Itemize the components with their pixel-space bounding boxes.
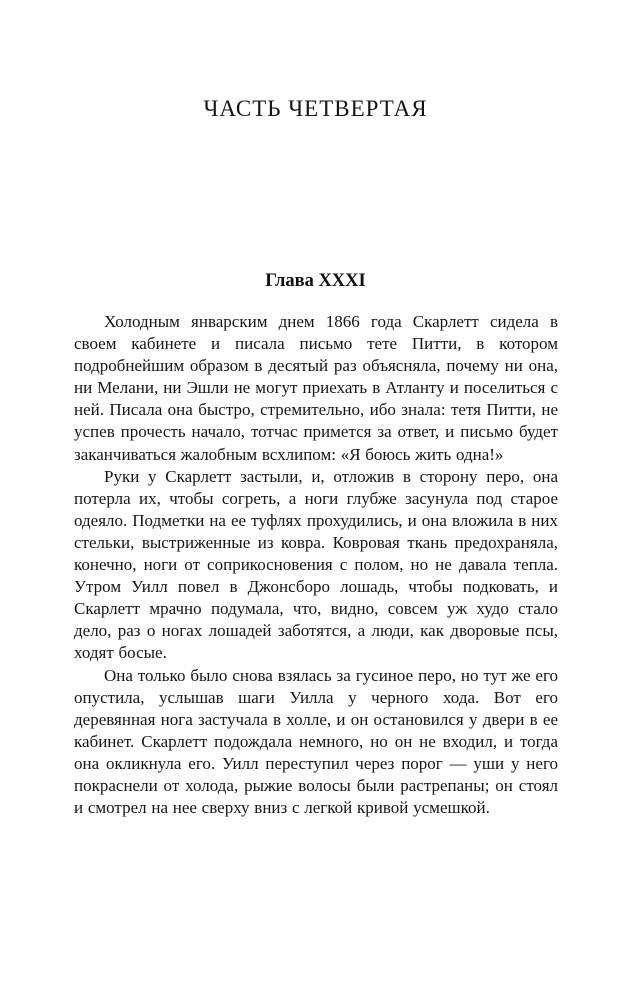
paragraph-1: Холодным январским днем 1866 года Скарлетт сидела в своем кабинете и писала письмо тете Питти, в котором подробнейшим образом в десятый раз объясняла, почему ни она, ни Мелани, ни Эшли не могут приехать в Атланту и поселиться с ней. Писала она быстро, стремительно, ибо знала: тетя Питти, не успев прочесть начало, тотчас примется за ответ, и письмо будет заканчиваться жалобным всхлипом: «Я боюсь жить одна!» — [74, 312, 558, 464]
part-title: ЧАСТЬ ЧЕТВЕРТАЯ — [203, 96, 428, 121]
paragraph-2: Руки у Скарлетт застыли, и, отложив в сторону перо, она потерла их, чтобы согреть, а ноги глубже засунула под старое одеяло. Подметки на ее туфлях прохудились, и она вложила в них стельки, выстриженные из ковра. Ковровая ткань предохраняла, конечно, ноги от соприкосновения с полом, но не давала тепла. Утром Уилл повел в Джонсборо лошадь, чтобы подковать, и Скарлетт мрачно подумала, что, видно, совсем уж худо стало дело, раз о ногах лошадей заботятся, а люди, как дворовые псы, ходят босые. — [74, 466, 558, 663]
chapter-title: Глава XXXI — [265, 271, 366, 291]
body-text — [74, 311, 558, 819]
paragraph-3: Она только было снова взялась за гусиное перо, но тут же его опустила, услышав шаги Уилла у черного хода. Вот его деревянная нога застучала в холле, и он остановился у двери в ее кабинет. Скарлетт подождала немного, но он не входил, и тогда она окликнула его. Уилл переступил через порог — уши у него покраснели от холода, рыжие волосы были растрепаны; он стоял и смотрел на нее сверху вниз с легкой кривой усмешкой. — [74, 665, 558, 818]
